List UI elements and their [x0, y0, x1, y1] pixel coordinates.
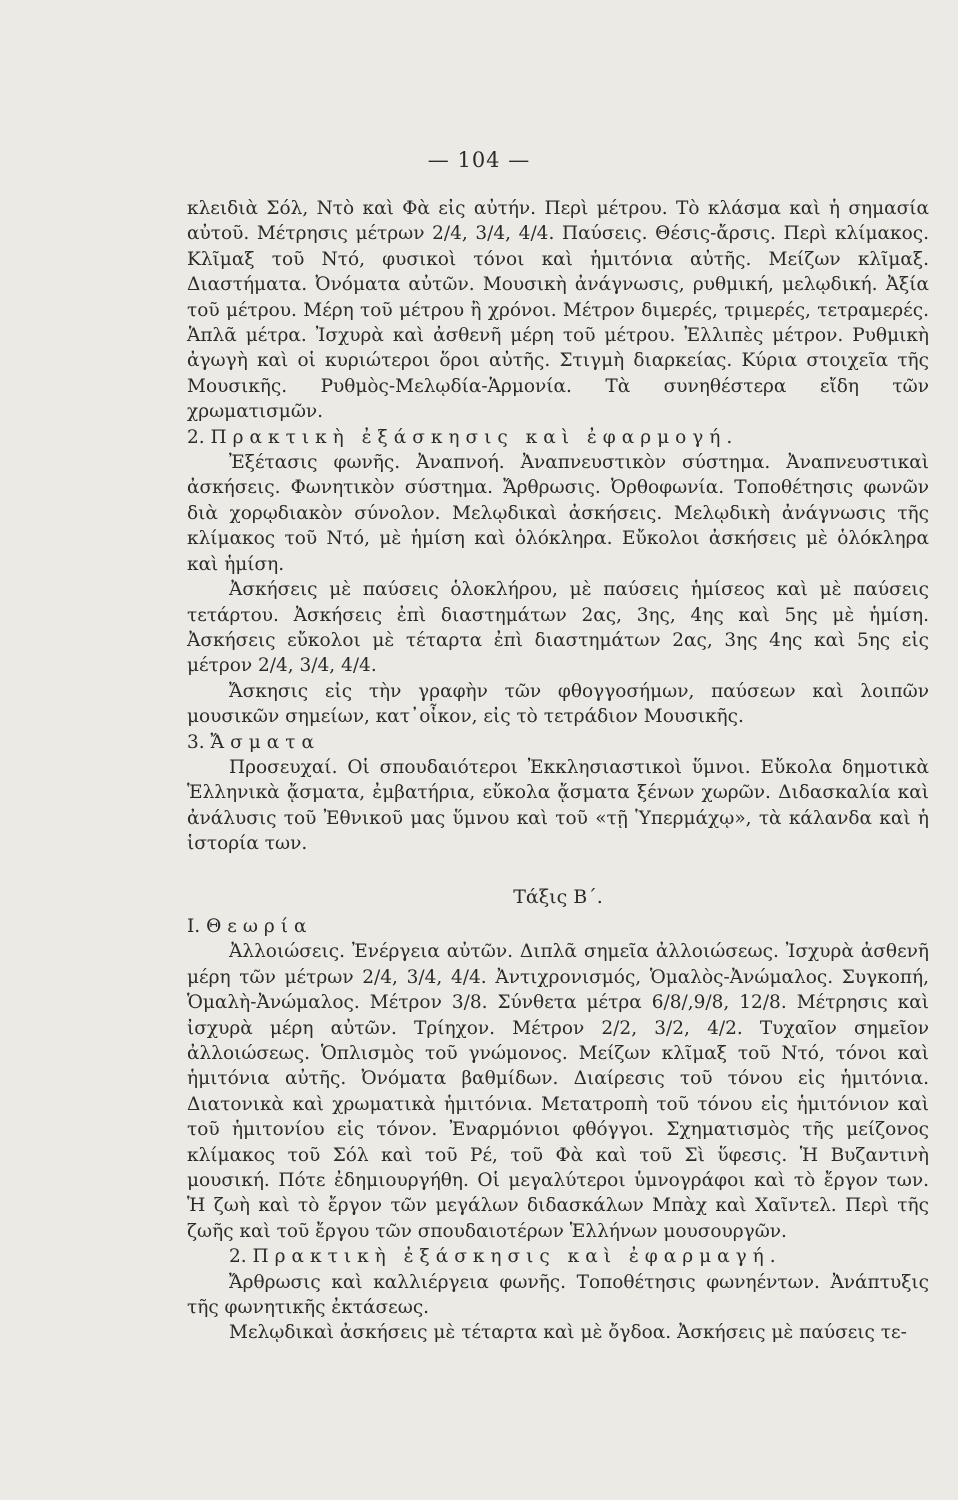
section-title: Ἄσματα — [210, 731, 320, 753]
section-heading-practice-2 — [187, 1244, 929, 1269]
paragraph-songs: Προσευχαί. Οἱ σπουδαιότεροι Ἐκκλησιαστικοὶ ὕμνοι. Εὔκολα δημοτικὰ Ἑλληνικὰ ᾄσματα, ἐμβατήρια, εὔκολα ᾄσματα ξένων χωρῶν. Διδασκαλία καὶ ἀνάλυσις τοῦ Ἐθνικοῦ μας ὕμνου καὶ τοῦ «τῇ Ὑπερμάχῳ», τὰ κάλανδα καὶ ἡ ἱστορία των. — [187, 756, 929, 855]
paragraph-practice-5: Μελῳδικαὶ ἀσκήσεις μὲ τέταρτα καὶ μὲ ὄγδοα. Ἀσκήσεις μὲ παύσεις τε- — [229, 1322, 907, 1344]
paragraph-practice-4: Ἄρθρωσις καὶ καλλιέργεια φωνῆς. Τοποθέτησις φωνηέντων. Ἀνάπτυξις τῆς φωνητικῆς ἐκτάσεως. — [187, 1271, 929, 1319]
section-number: 2. — [187, 426, 205, 448]
paragraph-theory-1: κλειδιὰ Σόλ, Ντὸ καὶ Φὰ εἰς αὐτήν. Περὶ μέτρου. Τὸ κλάσμα καὶ ἡ σημασία αὐτοῦ. Μέτρησις μέτρων 2/4, 3/4, 4/4. Παύσεις. Θέσις-ἄρσις. Περὶ κλίμακος. Κλῖμαξ τοῦ Ντό, φυσικοὶ τόνοι καὶ ἡμιτόνια αὐτῆς. Μείζων κλῖμαξ. Διαστήματα. Ὀνόματα αὐτῶν. Μουσικὴ ἀνάγνωσις, ρυθμική, μελῳδική. Ἀξία τοῦ μέτρου. Μέρη τοῦ μέτρου ἢ χρόνοι. Μέτρον διμερές, τριμερές, τετραμερές. Ἁπλᾶ μέτρα. Ἰσχυρὰ καὶ ἀσθενῆ μέρη τοῦ μέτρου. Ἐλλιπὲς μέτρον. Ρυθμικὴ ἀγωγὴ καὶ οἱ κυριώτεροι ὅροι αὐτῆς. Στιγμὴ διαρκείας. Κύρια στοιχεῖα τῆς Μουσικῆς. Ρυθμὸς-Μελῳδία-Ἁρμονία. Τὰ συνηθέστερα εἴδη τῶν χρωματισμῶν. — [187, 198, 929, 423]
section-number: 2. — [229, 1246, 247, 1268]
paragraph-theory-2: Ἀλλοιώσεις. Ἐνέργεια αὐτῶν. Διπλᾶ σημεῖα ἀλλοιώσεως. Ἰσχυρὰ ἀσθενῆ μέρη τῶν μέτρων 2/4, 3/4, 4/4. Ἀντιχρονισμός, Ὁμαλὸς-Ἀνώμαλος. Συγκοπή, Ὁμαλὴ-Ἀνώμαλος. Μέτρον 3/8. Σύνθετα μέτρα 6/8/,9/8, 12/8. Μέτρησις καὶ ἰσχυρὰ μέρη αὐτῶν. Τρίηχον. Μέτρον 2/2, 3/2, 4/2. Τυχαῖον σημεῖον ἀλλοιώσεως. Ὁπλισμὸς τοῦ γνώμονος. Μείζων κλῖμαξ τοῦ Ντό, τόνοι καὶ ἡμιτόνια αὐτῆς. Ὀνόματα βαθμίδων. Διαίρεσις τοῦ τόνου εἰς ἡμιτόνια. Διατονικὰ καὶ χρωματικὰ ἡμιτόνια. Μετατροπὴ τοῦ τόνου εἰς ἡμιτόνιον καὶ τοῦ ἡμιτονίου εἰς τόνον. Ἐναρμόνιοι φθόγγοι. Σχηματισμὸς τῆς μείζονος κλίμακος τοῦ Σόλ καὶ τοῦ Ρέ, τοῦ Φὰ καὶ τοῦ Σὶ ὕφεσις. Ἡ Βυζαντινὴ μουσική. Πότε ἐδημιουργήθη. Οἱ μεγαλύτεροι ὑμνογράφοι καὶ τὸ ἔργον των. Ἡ ζωὴ καὶ τὸ ἔργον τῶν μεγάλων διδασκάλων Μπὰχ καὶ Χαῖντελ. Περὶ τῆς ζωῆς καὶ τοῦ ἔργου τῶν σπουδαιοτέρων Ἑλλήνων μουσουργῶν. — [187, 941, 929, 1242]
section-heading-theory — [187, 914, 929, 939]
section-number: Ι. — [187, 915, 201, 937]
section-title: Πρακτικὴ ἐξάσκησις καὶ ἐφαρμαγή. — [252, 1246, 782, 1268]
paragraph-practice-1: Ἐξέτασις φωνῆς. Ἀναπνοή. Ἀναπνευστικὸν σύστημα. Ἀναπνευστικαὶ ἀσκήσεις. Φωνητικὸν σύστημα. Ἄρθρωσις. Ὀρθοφωνία. Τοποθέτησις φωνῶν διὰ χορῳδιακὸν σύνολον. Μελῳδικαὶ ἀσκήσεις. Μελῳδικὴ ἀνάγνωσις τῆς κλίμακος τοῦ Ντό, μὲ ἡμίση καὶ ὁλόκληρα. Εὔκολοι ἀσκήσεις μὲ ὁλόκληρα καὶ ἡμίση. — [187, 452, 929, 575]
paragraph-practice-3: Ἄσκησις εἰς τὴν γραφὴν τῶν φθογγοσήμων, παύσεων καὶ λοιπῶν μουσικῶν σημείων, κατ᾽οἶκον, εἰς τὸ τετράδιον Μουσικῆς. — [187, 680, 929, 728]
paragraph-practice-2: Ἀσκήσεις μὲ παύσεις ὁλοκλήρου, μὲ παύσεις ἡμίσεος καὶ μὲ παύσεις τετάρτου. Ἀσκήσεις ἐπὶ διαστημάτων 2ας, 3ης, 4ης καὶ 5ης μὲ ἡμίση. Ἀσκήσεις εὔκολοι μὲ τέταρτα ἐπὶ διαστημάτων 2ας, 3ης 4ης καὶ 5ης εἰς μέτρον 2/4, 3/4, 4/4. — [187, 579, 929, 677]
section-number: 3. — [187, 731, 205, 753]
page-number: — 104 — — [427, 148, 531, 172]
page-body — [187, 196, 929, 1346]
section-heading-practice — [187, 425, 929, 450]
class-title: Τάξις Β΄. — [513, 885, 603, 908]
section-heading-songs — [187, 730, 929, 755]
section-title: Πρακτικὴ ἐξάσκησις καὶ ἐφαρμογή. — [210, 426, 739, 448]
section-title: Θεωρία — [206, 915, 313, 937]
